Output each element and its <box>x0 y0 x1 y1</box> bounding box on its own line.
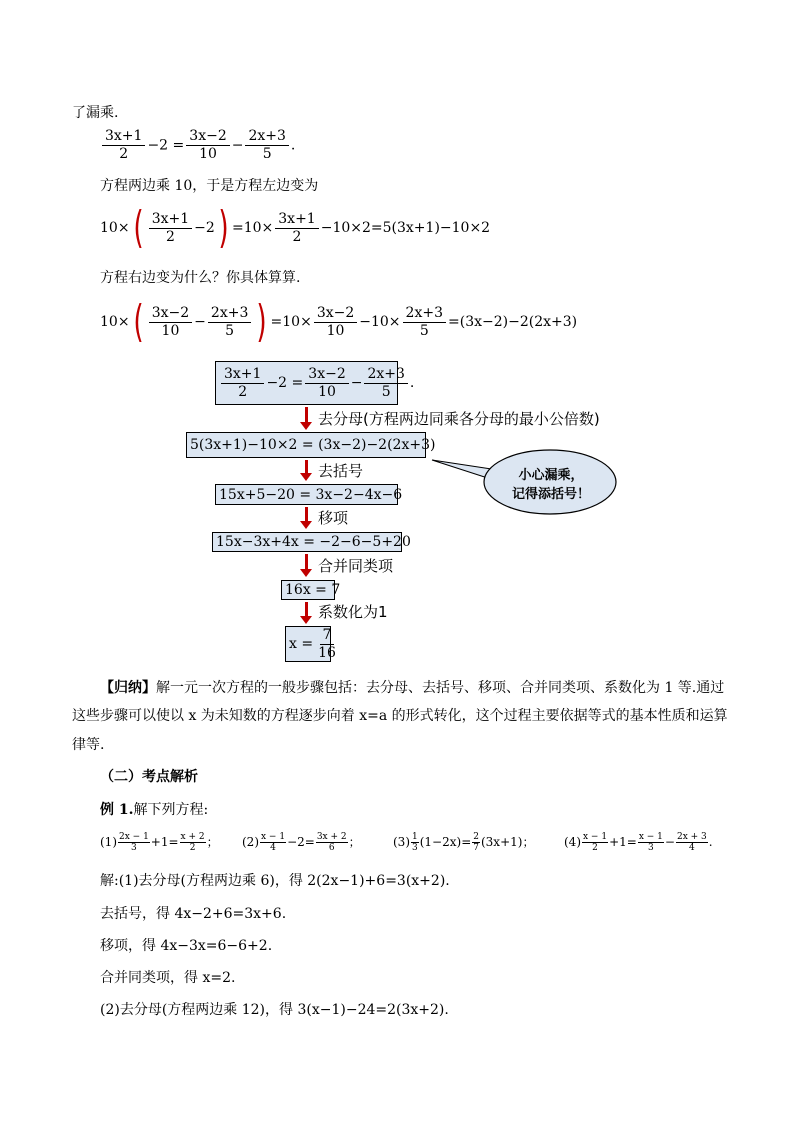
bubble-line-2: 记得添括号！ <box>511 487 590 502</box>
flow-arrowhead-2 <box>300 473 312 481</box>
flow-arrow-1 <box>305 407 308 423</box>
summary-tag: 【归纳】 <box>100 680 156 696</box>
left-intro: 方程两边乘 10，于是方程左边变为 <box>100 178 319 194</box>
intro-line: 了漏乘. <box>72 105 119 121</box>
right-question: 方程右边变为什么？你具体算算. <box>100 270 301 286</box>
bubble-line-1: 小心漏乘， <box>518 468 584 483</box>
flow-arrow-2 <box>305 460 308 474</box>
flow-step-3: 移项 <box>318 509 349 527</box>
solution-line-2: 去括号，得 4x−2+6=3x+6. <box>100 906 287 922</box>
flow-box-4: 15x−3x+4x = −2−6−5+20 <box>212 532 402 552</box>
solution-line-4: 合并同类项，得 x=2. <box>100 970 236 986</box>
solution-line-3: 移项，得 4x−3x=6−6+2. <box>100 938 273 954</box>
flow-box-1: $\frac{3x+1}{2}$ −2 = $\frac{3x-2}{10}$ − $\frac{2x+3}{5}$ . <box>215 361 398 405</box>
right-expansion: 10×( $\frac{3x-2}{10}$ − $\frac{2x+3}{5}$ ) =10× $\frac{3x-2}{10}$ −10× $\frac{2x+3}{5}$ =(3x−2)−2(2x+3) <box>100 296 578 347</box>
bubble-text <box>498 466 604 504</box>
flow-box-3: 15x+5−20 = 3x−2−4x−6 <box>215 484 398 505</box>
solution-line-1: 解:(1)去分母(方程两边乘 6)，得 2(2x−1)+6=3(x+2). <box>100 873 450 889</box>
problem-1: (1) $\frac{2x - 1}{3}$ +1= $\frac{x + 2}{2}$ ； <box>100 832 219 853</box>
summary-line-1: 【归纳】解一元一次方程的一般步骤包括：去分母、去括号、移项、合并同类项、系数化为 1 等.通过 <box>100 680 725 696</box>
summary-line-3: 律等. <box>72 737 105 753</box>
solution-line-5: (2)去分母(方程两边乘 12)，得 3(x−1)−24=2(3x+2). <box>100 1002 449 1018</box>
flow-arrow-3 <box>305 507 308 522</box>
flow-step-2: 去括号 <box>318 462 364 480</box>
problem-2: (2) $\frac{x - 1}{4}$ −2= $\frac{3x + 2}{6}$ ； <box>242 832 361 853</box>
flow-arrowhead-1 <box>300 422 312 430</box>
flow-box-6: x = $\frac{7}{16}$ <box>285 626 331 662</box>
example-heading: 例 1.解下列方程: <box>100 802 209 818</box>
left-expansion: 10×( $\frac{3x+1}{2}$ −2) =10× $\frac{3x+1}{2}$ −10×2=5(3x+1)−10×2 <box>100 202 491 253</box>
main-equation: $\frac{3x+1}{2}$ −2 = $\frac{3x-2}{10}$ − $\frac{2x+3}{5}$ . <box>100 128 295 163</box>
flow-arrow-4 <box>305 554 308 570</box>
flow-arrowhead-5 <box>300 616 312 624</box>
flow-box-2: 5(3x+1)−10×2 = (3x−2)−2(2x+3) <box>186 432 426 458</box>
problem-4: (4) $\frac{x - 1}{2}$ +1= $\frac{x - 1}{3}$ − $\frac{2x + 3}{4}$ . <box>564 832 713 853</box>
flow-arrowhead-4 <box>300 569 312 577</box>
flow-arrow-5 <box>305 602 308 617</box>
summary-line-2: 这些步骤可以使以 x 为未知数的方程逐步向着 x=a 的形式转化，这个过程主要依据等式的基本性质和运算 <box>72 708 728 724</box>
flow-step-4: 合并同类项 <box>318 557 394 575</box>
section-title: （二）考点解析 <box>100 769 198 785</box>
flow-box-5: 16x = 7 <box>281 580 335 600</box>
flow-arrowhead-3 <box>300 521 312 529</box>
flow-step-1: 去分母(方程两边同乘各分母的最小公倍数) <box>318 410 600 428</box>
problem-3: (3) $\frac{1}{3}$ (1−2x)= $\frac{2}{7}$ (3x+1)； <box>393 832 535 853</box>
flow-step-5: 系数化为1 <box>318 603 388 621</box>
